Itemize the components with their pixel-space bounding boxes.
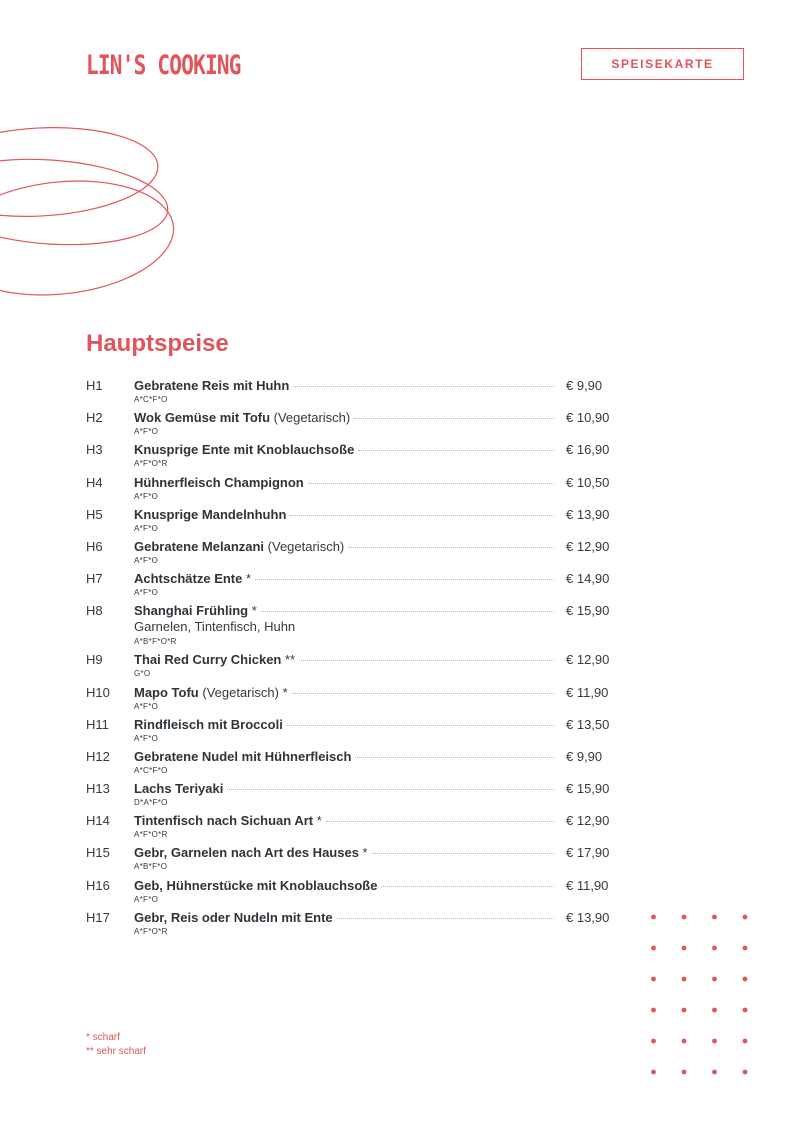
decor-dot — [743, 977, 748, 982]
leader-dots — [292, 693, 554, 694]
item-name: Wok Gemüse mit Tofu — [134, 410, 271, 426]
item-code: H16 — [86, 877, 110, 893]
menu-item — [86, 539, 616, 571]
item-name: Lachs Teriyaki — [134, 781, 224, 797]
decor-dot — [682, 946, 687, 951]
item-line — [134, 507, 560, 522]
decor-dot — [682, 977, 687, 982]
item-name: Mapo Tofu — [134, 684, 199, 700]
menu-item — [86, 571, 616, 603]
item-line — [134, 539, 560, 554]
item-allergens: G*O — [134, 669, 151, 679]
leader-dots — [326, 821, 554, 822]
item-code: H10 — [86, 684, 110, 700]
item-allergens: A*B*F*O — [134, 862, 168, 872]
item-note: ** — [281, 652, 296, 668]
decor-dot — [651, 977, 656, 982]
item-line — [134, 442, 560, 457]
item-note: * — [248, 603, 257, 619]
menu-badge: SPEISEKARTE — [581, 48, 744, 80]
item-line — [134, 845, 560, 860]
item-price: € 12,90 — [566, 538, 610, 554]
decor-dot — [743, 1039, 748, 1044]
item-line — [134, 410, 560, 425]
leader-dots — [290, 515, 554, 516]
item-name: Hühnerfleisch Champignon — [134, 474, 304, 490]
item-name: Knusprige Ente mit Knoblauchsoße — [134, 442, 355, 458]
menu-list — [86, 378, 616, 942]
decor-dot — [712, 977, 717, 982]
menu-item — [86, 845, 616, 877]
leader-dots — [358, 450, 554, 451]
item-price: € 14,90 — [566, 571, 610, 587]
leader-dots — [299, 660, 554, 661]
item-allergens: A*F*O — [134, 555, 159, 565]
footnote-sehr-scharf: ** sehr scharf — [86, 1046, 147, 1057]
menu-item — [86, 442, 616, 474]
item-name: Thai Red Curry Chicken — [134, 652, 282, 668]
item-price: € 12,90 — [566, 652, 610, 668]
item-code: H6 — [86, 538, 103, 554]
decor-dot — [712, 915, 717, 920]
item-name: Geb, Hühnerstücke mit Knoblauchsoße — [134, 877, 378, 893]
item-allergens: A*B*F*O*R — [134, 637, 177, 647]
item-code: H17 — [86, 909, 110, 925]
item-code: H14 — [86, 813, 110, 829]
item-line — [134, 749, 560, 764]
decorative-rings — [0, 120, 190, 305]
item-code: H2 — [86, 410, 103, 426]
item-code: H1 — [86, 378, 103, 393]
leader-dots — [308, 483, 554, 484]
menu-item — [86, 507, 616, 539]
item-code: H8 — [86, 603, 103, 619]
item-price: € 9,90 — [566, 748, 603, 764]
item-name: Tintenfisch nach Sichuan Art — [134, 813, 314, 829]
item-line — [134, 571, 560, 586]
decor-dot — [743, 915, 748, 920]
item-name: Gebr, Reis oder Nudeln mit Ente — [134, 909, 333, 925]
logo: LIN'S COOKING — [86, 50, 241, 81]
decor-dot — [682, 1008, 687, 1013]
item-name: Rindfleisch mit Broccoli — [134, 716, 283, 732]
menu-item — [86, 910, 616, 942]
decor-dot — [712, 1039, 717, 1044]
item-note: (Vegetarisch) — [270, 410, 351, 426]
item-allergens: A*F*O — [134, 588, 159, 598]
item-price: € 15,90 — [566, 603, 610, 619]
item-line — [134, 910, 560, 925]
item-note: * — [313, 813, 322, 829]
item-allergens: A*F*O*R — [134, 830, 168, 840]
item-allergens: A*F*O — [134, 523, 159, 533]
item-price: € 16,90 — [566, 442, 610, 458]
item-allergens: A*C*F*O — [134, 765, 168, 775]
leader-dots — [355, 757, 554, 758]
item-note: * — [242, 571, 252, 587]
decor-dot — [651, 915, 656, 920]
item-name: Gebr, Garnelen nach Art des Hauses — [134, 845, 359, 861]
footnotes — [86, 1031, 146, 1059]
leader-dots — [354, 418, 554, 419]
item-allergens: A*C*F*O — [134, 395, 168, 404]
menu-item — [86, 717, 616, 749]
item-allergens: A*F*O*R — [134, 459, 168, 469]
decor-dot — [651, 1039, 656, 1044]
item-note: (Vegetarisch) * — [198, 684, 288, 700]
decor-dot — [743, 1008, 748, 1013]
item-allergens: A*F*O — [134, 701, 159, 711]
item-note: * — [358, 845, 368, 861]
menu-item — [86, 603, 616, 652]
item-code: H5 — [86, 506, 103, 522]
item-price: € 15,90 — [566, 781, 610, 797]
leader-dots — [227, 789, 554, 790]
menu-item — [86, 685, 616, 717]
item-line — [134, 652, 560, 667]
decor-dot — [651, 1008, 656, 1013]
item-line — [134, 378, 560, 393]
item-line — [134, 717, 560, 732]
decor-dot — [651, 1070, 656, 1075]
item-line — [134, 878, 560, 893]
item-price: € 11,90 — [566, 877, 609, 893]
item-price: € 12,90 — [566, 813, 610, 829]
decor-dot — [712, 946, 717, 951]
leader-dots — [337, 918, 554, 919]
item-price: € 13,50 — [566, 716, 610, 732]
item-allergens: D*A*F*O — [134, 798, 168, 808]
decor-dot — [743, 946, 748, 951]
item-allergens: A*F*O — [134, 894, 159, 904]
item-code: H3 — [86, 442, 103, 458]
item-line — [134, 781, 560, 796]
item-line — [134, 475, 560, 490]
section-title: Hauptspeise — [86, 330, 229, 357]
decor-dot — [682, 1039, 687, 1044]
decor-dot — [712, 1008, 717, 1013]
menu-item — [86, 652, 616, 684]
leader-dots — [381, 886, 554, 887]
item-name: Knusprige Mandelnhuhn — [134, 506, 287, 522]
item-allergens: A*F*O*R — [134, 926, 168, 936]
item-code: H13 — [86, 781, 110, 797]
leader-dots — [255, 579, 554, 580]
menu-item — [86, 410, 616, 442]
item-line — [134, 603, 560, 618]
menu-item — [86, 378, 616, 410]
item-price: € 17,90 — [566, 845, 610, 861]
item-price: € 10,90 — [566, 410, 610, 426]
footnote-scharf: * scharf — [86, 1032, 120, 1043]
item-name: Shanghai Frühling — [134, 603, 249, 619]
leader-dots — [348, 547, 554, 548]
menu-item — [86, 813, 616, 845]
item-code: H15 — [86, 845, 110, 861]
leader-dots — [287, 725, 554, 726]
item-price: € 10,50 — [566, 474, 610, 490]
item-code: H7 — [86, 571, 103, 587]
decorative-dot-grid — [651, 912, 751, 1077]
decor-dot — [743, 1070, 748, 1075]
item-allergens: A*F*O — [134, 733, 159, 743]
item-name: Gebratene Reis mit Huhn — [134, 378, 290, 393]
item-description: Garnelen, Tintenfisch, Huhn — [134, 619, 296, 635]
menu-item — [86, 781, 616, 813]
item-name: Gebratene Melanzani — [134, 538, 265, 554]
menu-item — [86, 878, 616, 910]
decor-dot — [682, 915, 687, 920]
item-name: Achtschätze Ente — [134, 571, 243, 587]
item-price: € 13,90 — [566, 909, 610, 925]
decor-dot — [651, 946, 656, 951]
leader-dots — [261, 611, 554, 612]
item-code: H12 — [86, 748, 110, 764]
item-price: € 11,90 — [566, 684, 609, 700]
item-code: H9 — [86, 652, 103, 668]
menu-item — [86, 749, 616, 781]
item-code: H11 — [86, 716, 109, 732]
leader-dots — [293, 386, 554, 387]
item-name: Gebratene Nudel mit Hühnerfleisch — [134, 748, 352, 764]
item-allergens: A*F*O — [134, 491, 159, 501]
item-allergens: A*F*O — [134, 427, 159, 437]
item-line — [134, 685, 560, 700]
item-code: H4 — [86, 474, 103, 490]
decor-dot — [682, 1070, 687, 1075]
item-price: € 9,90 — [566, 378, 603, 393]
decor-dot — [712, 1070, 717, 1075]
item-price: € 13,90 — [566, 506, 610, 522]
leader-dots — [372, 853, 554, 854]
item-note: (Vegetarisch) — [264, 538, 345, 554]
item-line — [134, 813, 560, 828]
menu-item — [86, 475, 616, 507]
